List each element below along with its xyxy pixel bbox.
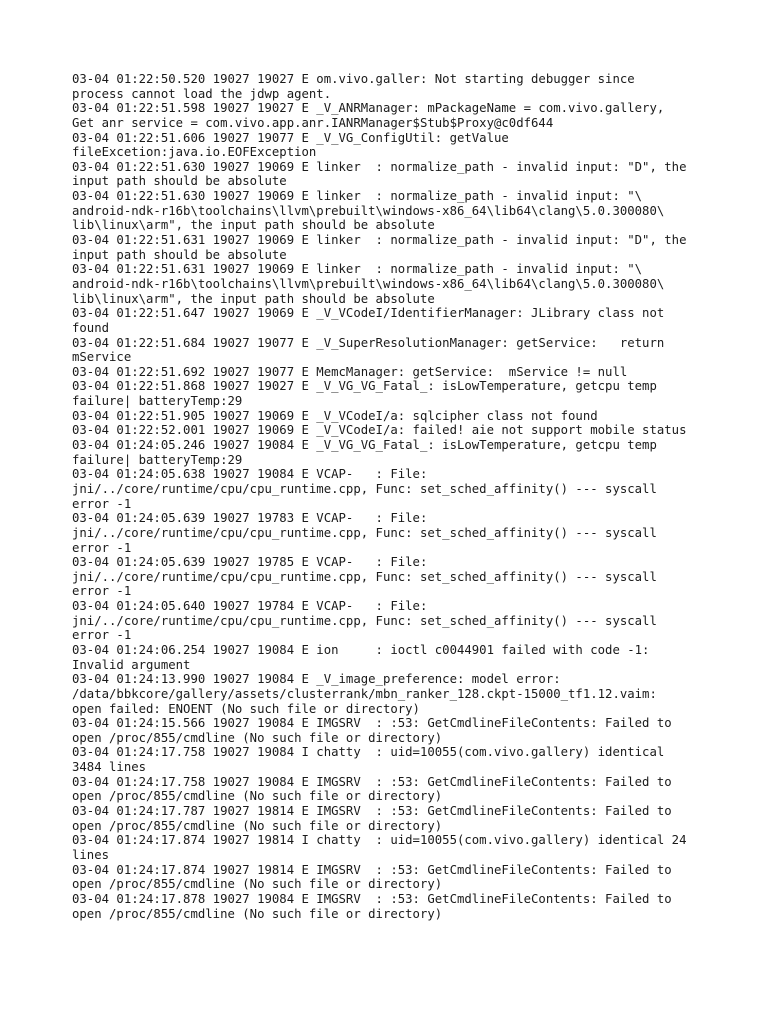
log-line: 03-04 01:22:50.520 19027 19027 E om.vivo.galler: Not starting debugger since bbox=[72, 72, 635, 86]
log-line: input path should be absolute bbox=[72, 247, 287, 262]
log-line: open failed: ENOENT (No such file or directory) bbox=[72, 701, 420, 716]
log-line: jni/../core/runtime/cpu/cpu_runtime.cpp, Func: set_sched_affinity() --- syscall bbox=[72, 613, 657, 628]
log-line: mService bbox=[72, 350, 132, 365]
log-line: 03-04 01:22:51.692 19027 19077 E MemcManager: getService: mService != null bbox=[72, 364, 628, 379]
log-line: 03-04 01:22:51.630 19027 19069 E linker : normalize_path - invalid input: "D", the bbox=[72, 159, 687, 174]
log-line: error -1 bbox=[72, 496, 132, 511]
log-line: 3484 lines bbox=[72, 760, 147, 775]
log-line: 03-04 01:24:05.246 19027 19084 E _V_VG_VG_Fatal_: isLowTemperature, getcpu temp bbox=[72, 438, 657, 453]
log-line: failure| batteryTemp:29 bbox=[72, 394, 243, 409]
log-line: 03-04 01:24:17.758 19027 19084 E IMGSRV : :53: GetCmdlineFileContents: Failed to bbox=[72, 774, 672, 789]
log-line: Get anr service = com.vivo.app.anr.IANRManager$Stub$Proxy@c0df644 bbox=[72, 115, 554, 130]
log-line: 03-04 01:24:17.878 19027 19084 E IMGSRV : :53: GetCmdlineFileContents: Failed to bbox=[72, 891, 672, 906]
log-line: 03-04 01:24:17.874 19027 19814 E IMGSRV : :53: GetCmdlineFileContents: Failed to bbox=[72, 862, 672, 877]
log-line: 03-04 01:22:51.606 19027 19077 E _V_VG_ConfigUtil: getValue bbox=[72, 130, 509, 145]
log-line: 03-04 01:24:05.639 19027 19785 E VCAP- : File: bbox=[72, 555, 428, 570]
log-line: process cannot load the jdwp agent. bbox=[72, 86, 332, 101]
log-line: error -1 bbox=[72, 540, 132, 555]
log-line: android-ndk-r16b\toolchains\llvm\prebuilt\windows-x86_64\lib64\clang\5.0.300080\ bbox=[72, 203, 665, 218]
log-line: 03-04 01:22:51.631 19027 19069 E linker : normalize_path - invalid input: "\ bbox=[72, 262, 643, 277]
log-line: 03-04 01:22:51.630 19027 19069 E linker : normalize_path - invalid input: "\ bbox=[72, 189, 643, 204]
log-line: 03-04 01:22:51.684 19027 19077 E _V_SuperResolutionManager: getService: return bbox=[72, 335, 665, 350]
log-line: lib\linux\arm", the input path should be absolute bbox=[72, 218, 435, 233]
log-line: open /proc/855/cmdline (No such file or directory) bbox=[72, 877, 443, 892]
log-line: Invalid argument bbox=[72, 657, 191, 672]
log-line: open /proc/855/cmdline (No such file or directory) bbox=[72, 789, 443, 804]
log-line: 03-04 01:22:52.001 19027 19069 E _V_VCodeI/a: failed! aie not support mobile status bbox=[72, 423, 687, 438]
log-line: failure| batteryTemp:29 bbox=[72, 452, 243, 467]
log-line: 03-04 01:22:51.647 19027 19069 E _V_VCodeI/IdentifierManager: JLibrary class not bbox=[72, 306, 665, 321]
log-line: 03-04 01:24:13.990 19027 19084 E _V_image_preference: model error: bbox=[72, 672, 561, 687]
log-line: found bbox=[72, 320, 110, 335]
log-line: 03-04 01:24:06.254 19027 19084 E ion : ioctl c0044901 failed with code -1: bbox=[72, 642, 650, 657]
log-line: 03-04 01:22:51.905 19027 19069 E _V_VCodeI/a: sqlcipher class not found bbox=[72, 408, 598, 423]
log-line: 03-04 01:24:17.758 19027 19084 I chatty : uid=10055(com.vivo.gallery) identical bbox=[72, 745, 665, 760]
log-line: open /proc/855/cmdline (No such file or directory) bbox=[72, 906, 443, 921]
log-line: 03-04 01:22:51.868 19027 19027 E _V_VG_VG_Fatal_: isLowTemperature, getcpu temp bbox=[72, 379, 657, 394]
log-line: open /proc/855/cmdline (No such file or directory) bbox=[72, 818, 443, 833]
log-line: 03-04 01:22:51.598 19027 19027 E _V_ANRManager: mPackageName = com.vivo.gallery, bbox=[72, 101, 665, 116]
log-line: fileExcetion:java.io.EOFException bbox=[72, 145, 317, 160]
log-line: 03-04 01:24:05.640 19027 19784 E VCAP- : File: bbox=[72, 599, 428, 614]
log-document bbox=[72, 72, 712, 921]
log-line: /data/bbkcore/gallery/assets/clusterrank/mbn_ranker_128.ckpt-15000_tf1.12.vaim: bbox=[72, 686, 657, 701]
log-line: lib\linux\arm", the input path should be absolute bbox=[72, 291, 435, 306]
log-line: lines bbox=[72, 847, 110, 862]
log-line: 03-04 01:24:05.639 19027 19783 E VCAP- : File: bbox=[72, 511, 428, 526]
log-line: 03-04 01:22:51.631 19027 19069 E linker : normalize_path - invalid input: "D", the bbox=[72, 233, 687, 248]
log-line: 03-04 01:24:05.638 19027 19084 E VCAP- : File: bbox=[72, 467, 428, 482]
log-line: jni/../core/runtime/cpu/cpu_runtime.cpp, Func: set_sched_affinity() --- syscall bbox=[72, 569, 657, 584]
log-line: open /proc/855/cmdline (No such file or directory) bbox=[72, 730, 443, 745]
log-line: 03-04 01:24:15.566 19027 19084 E IMGSRV : :53: GetCmdlineFileContents: Failed to bbox=[72, 716, 672, 731]
log-line: android-ndk-r16b\toolchains\llvm\prebuilt\windows-x86_64\lib64\clang\5.0.300080\ bbox=[72, 276, 665, 291]
log-line: input path should be absolute bbox=[72, 174, 287, 189]
log-line: jni/../core/runtime/cpu/cpu_runtime.cpp, Func: set_sched_affinity() --- syscall bbox=[72, 525, 657, 540]
log-line: 03-04 01:24:17.874 19027 19814 I chatty : uid=10055(com.vivo.gallery) identical 24 bbox=[72, 833, 687, 848]
log-line: jni/../core/runtime/cpu/cpu_runtime.cpp, Func: set_sched_affinity() --- syscall bbox=[72, 481, 657, 496]
log-line: error -1 bbox=[72, 584, 132, 599]
log-line: error -1 bbox=[72, 628, 132, 643]
log-line: 03-04 01:24:17.787 19027 19814 E IMGSRV : :53: GetCmdlineFileContents: Failed to bbox=[72, 804, 672, 819]
